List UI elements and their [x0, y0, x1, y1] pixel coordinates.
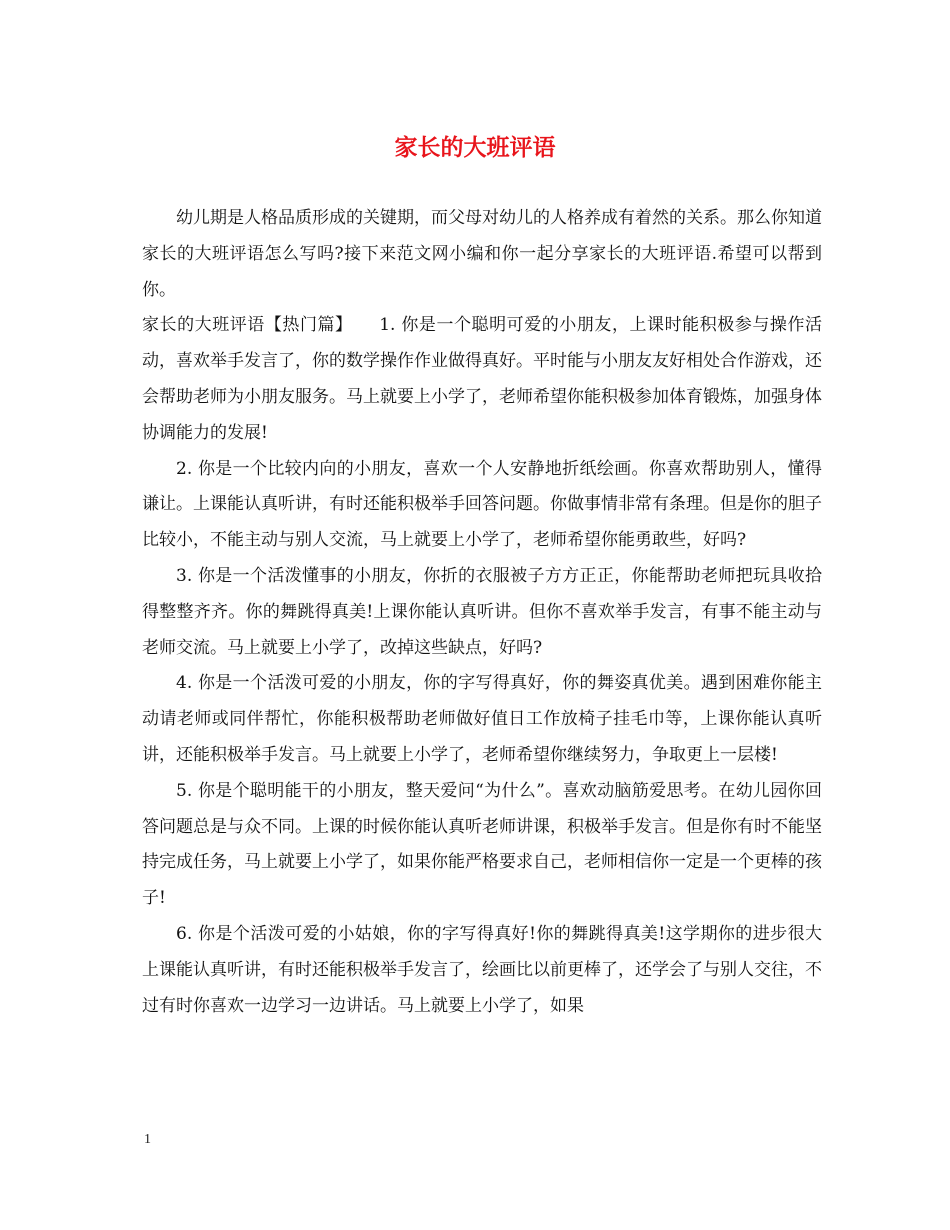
document-body [142, 201, 822, 1024]
paragraph-item-5: 5. 你是个聪明能干的小朋友，整天爱问“为什么”。喜欢动脑筋爱思考。在幼儿园你回答问题总是与众不同。上课的时候你能认真听老师讲课，积极举手发言。但是你有时不能坚持完成任务，马上就要上小学了，如果你能严格要求自己，老师相信你一定是一个更棒的孩子! [142, 780, 822, 909]
document-title: 家长的大班评语 [394, 134, 556, 161]
paragraph-item-2: 2. 你是一个比较内向的小朋友，喜欢一个人安静地折纸绘画。你喜欢帮助别人，懂得谦让。上课能认真听讲，有时还能积极举手回答问题。你做事情非常有条理。但是你的胆子比较小，不能主动与别人交流，马上就要上小学了，老师希望你能勇敢些，好吗? [142, 458, 822, 551]
page-number: 1 [144, 1132, 151, 1147]
paragraph-item-6: 6. 你是个活泼可爱的小姑娘，你的字写得真好!你的舞跳得真美!这学期你的进步很大上课能认真听讲，有时还能积极举手发言了，绘画比以前更棒了，还学会了与别人交往，不过有时你喜欢一边学习一边讲话。马上就要上小学了，如果 [142, 923, 822, 1016]
paragraph-intro: 幼儿期是人格品质形成的关键期，而父母对幼儿的人格养成有着然的关系。那么你知道家长的大班评语怎么写吗?接下来范文网小编和你一起分享家长的大班评语.希望可以帮到你。 [142, 208, 822, 300]
paragraph-item-3: 3. 你是一个活泼懂事的小朋友，你折的衣服被子方方正正，你能帮助老师把玩具收拾得整整齐齐。你的舞跳得真美!上课你能认真听讲。但你不喜欢举手发言，有事不能主动与老师交流。马上就要上小学了，改掉这些缺点，好吗? [142, 565, 822, 658]
paragraph-item-1: 家长的大班评语【热门篇】 1. 你是一个聪明可爱的小朋友，上课时能积极参与操作活动，喜欢举手发言了，你的数学操作作业做得真好。平时能与小朋友友好相处合作游戏，还会帮助老师为小朋友服务。马上就要上小学了，老师希望你能积极参加体育锻炼，加强身体协调能力的发展! [142, 315, 822, 443]
paragraph-item-4: 4. 你是一个活泼可爱的小朋友，你的字写得真好，你的舞姿真优美。遇到困难你能主动请老师或同伴帮忙，你能积极帮助老师做好值日工作放椅子挂毛巾等，上课你能认真听讲，还能积极举手发言。马上就要上小学了，老师希望你继续努力，争取更上一层楼! [142, 673, 822, 765]
